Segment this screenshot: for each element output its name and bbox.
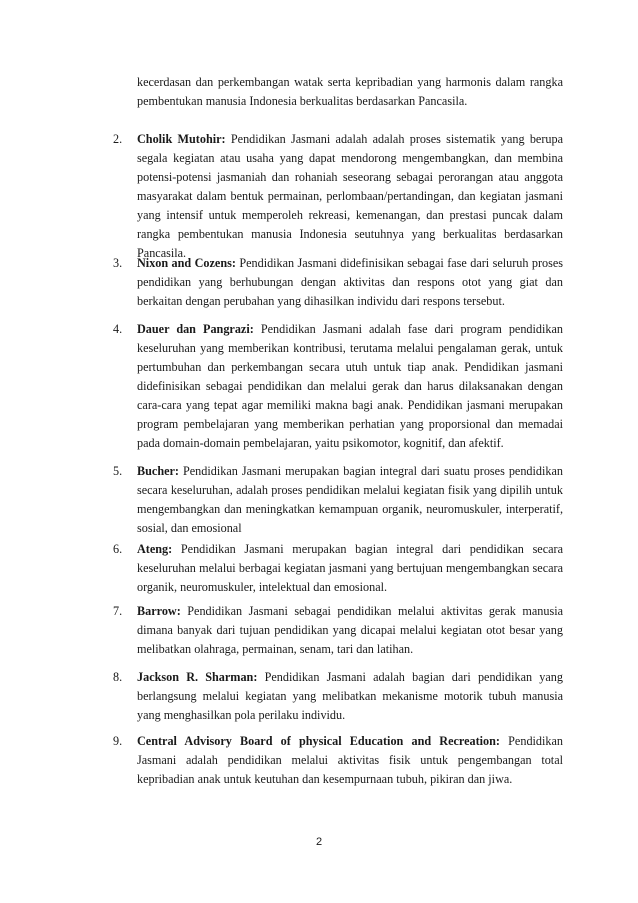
item-number: 4. — [113, 322, 123, 336]
author-name: Barrow: — [137, 604, 188, 618]
definition-item-2 — [113, 130, 563, 263]
definition-text: Pendidikan Jasmani adalah fase dari program pendidikan keseluruhan yang memberikan kontribusi, terutama melalui pengalaman gerak, untuk pertumbuhan dan perkembangan secara utuh untuk tiap anak. Pendidikan jasmani didefinisikan sebagai pendidikan dan melalui gerak dan harus dilaksanakan dengan cara-cara yang tepat agar memiliki makna bagi anak. Pendidikan jasmani merupakan program pembelajaran yang memberikan perhatian yang proporsional dan memadai pada domain-domain pembelajaran, yaitu psikomotor, kognitif, dan afektif. — [137, 322, 563, 450]
item-body — [137, 254, 563, 311]
item-body — [137, 130, 563, 263]
definition-text: Pendidikan Jasmani adalah bagian dari pendidikan yang berlangsung melalui kegiatan yang melibatkan mekanisme motorik tubuh manusia yang menghasilkan pola perilaku individu. — [137, 670, 563, 722]
item-number: 3. — [113, 256, 123, 270]
author-name: Bucher: — [137, 464, 183, 478]
definition-item-7 — [113, 602, 563, 659]
page-number: 2 — [315, 836, 323, 848]
item-number: 6. — [113, 542, 123, 556]
item-number: 7. — [113, 604, 123, 618]
definition-item-9 — [113, 732, 563, 789]
definition-text: Pendidikan Jasmani merupakan bagian integral dari suatu proses pendidikan secara keseluruhan, adalah proses pendidikan melalui kegiatan fisik yang dipilih untuk mengembangkan dan meningkatkan kemampuan organik, neuromuskuler, interperatif, sosial, dan emosional — [137, 464, 563, 535]
author-name: Central Advisory Board of physical Education and Recreation: — [137, 734, 509, 748]
item-number: 2. — [113, 132, 123, 146]
item-number: 9. — [113, 734, 123, 748]
definition-item-8 — [113, 668, 563, 725]
item-body — [137, 462, 563, 538]
item-number: 5. — [113, 464, 123, 478]
definition-item-5 — [113, 462, 563, 538]
definition-text: Pendidikan Jasmani didefinisikan sebagai fase dari seluruh proses pendidikan yang berhubungan dengan aktivitas dan respons otot yang giat dan berkaitan dengan perubahan yang dihasilkan individu dari respons tersebut. — [137, 256, 563, 308]
author-name: Ateng: — [137, 542, 181, 556]
item-body — [137, 540, 563, 597]
author-name: Dauer dan Pangrazi: — [137, 322, 261, 336]
definition-text: Pendidikan Jasmani merupakan bagian integral dari pendidikan secara keseluruhan melalui berbagai kegiatan jasmani yang bertujuan mengembangkan secara organik, neuromuskuler, intelektual dan emosional. — [137, 542, 564, 594]
author-name: Nixon and Cozens: — [137, 256, 240, 270]
author-name: Cholik Mutohir: — [137, 132, 231, 146]
definition-text: Pendidikan Jasmani sebagai pendidikan melalui aktivitas gerak manusia dimana banyak dari tujuan pendidikan yang dicapai melalui kegiatan otot besar yang melibatkan olahraga, permainan, senam, tari dan latihan. — [137, 604, 563, 656]
item-body — [137, 602, 563, 659]
item-body — [137, 320, 563, 453]
definition-item-6 — [113, 540, 563, 597]
item-body — [137, 732, 563, 789]
definition-item-4 — [113, 320, 563, 453]
continuation-paragraph: kecerdasan dan perkembangan watak serta kepribadian yang harmonis dalam rangka pembentukan manusia Indonesia berkualitas berdasarkan Pancasila. — [137, 75, 563, 108]
definition-text: Pendidikan Jasmani adalah adalah proses sistematik yang berupa segala kegiatan atau usaha yang dapat mendorong mengembangkan, dan membina potensi-potensi jasmaniah dan rohaniah seseorang sebagai perorangan atau anggota masyarakat dalam bentuk permainan, perlombaan/pertandingan, dan kegiatan jasmani yang intensif untuk memperoleh rekreasi, kemenangan, dan prestasi puncak dalam rangka pembentukan manusia Indonesia seutuhnya yang berkualitas berdasarkan Pancasila. — [137, 132, 563, 260]
definition-text: Pendidikan Jasmani adalah pendidikan melalui aktivitas fisik untuk pengembangan total kepribadian anak untuk keutuhan dan kesempurnaan tubuh, pikiran dan jiwa. — [137, 734, 563, 786]
definition-item-3 — [113, 254, 563, 311]
author-name: Jackson R. Sharman: — [137, 670, 265, 684]
item-body — [137, 668, 563, 725]
item-number: 8. — [113, 670, 123, 684]
